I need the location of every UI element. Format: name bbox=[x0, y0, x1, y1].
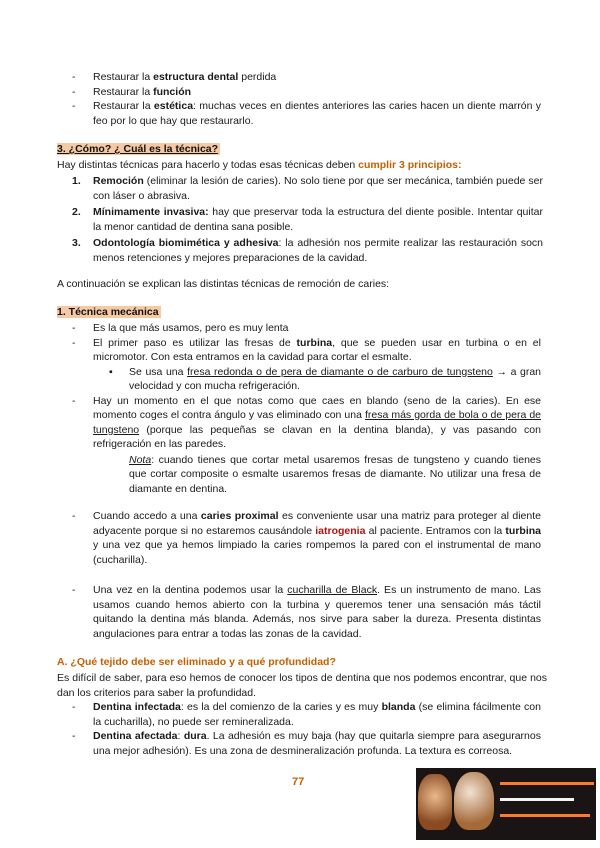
list-item: 1. Remoción (eliminar la lesión de caries). No solo tiene por que ser mecánica, también puede ser con láser o abrasiva. bbox=[72, 175, 543, 202]
nota-block: Nota: cuando tienes que cortar metal usaremos fresas de tungsteno y cuando tienes que cortar composite o esmalte usaremos fresas de diamante. No utilizar una fresa de diamante en dentina. bbox=[129, 453, 541, 495]
list-item: - Restaurar la estructura dental perdida bbox=[72, 71, 277, 83]
transition-text: A continuación se explican las distintas técnicas de remoción de caries: bbox=[57, 278, 390, 290]
tecnica-heading: 1. Técnica mecánica bbox=[57, 306, 159, 318]
tecnica-list bbox=[72, 321, 542, 496]
list-item: - Hay un momento en el que notas como que caes en blando (seno de la caries). En ese momento coges el contra ángulo y vas eliminado con una fresa más gorda de bola o de pera de tungsteno (porque las pequeñas se clavan en la dentina blanda), y vas pasando con refrigeración en las paredes. bbox=[72, 394, 541, 450]
list-item: - Restaurar la estética: muchas veces en dientes anteriores las caries hacen un diente marrón y feo por lo que hay que restaurarlo. bbox=[72, 100, 542, 127]
caption-line bbox=[500, 814, 590, 817]
caption-line bbox=[500, 782, 594, 785]
section-3-intro: Hay distintas técnicas para hacerlo y todas esas técnicas deben cumplir 3 principios: bbox=[57, 159, 462, 171]
principles-list bbox=[72, 174, 543, 265]
list-item-cucharilla: - Una vez en la dentina podemos usar la cucharilla de Black. Es un instrumento de mano. Las usamos cuando hemos abierto con la turbina y queremos tener una sensación más táctil quitando la dentina más blanda. Además, nos sirve para saber la dureza. Presenta distintas angulaciones para entrar a todas las zonas de la cavidad. bbox=[72, 584, 541, 640]
section-3-heading: 3. ¿Cómo? ¿ Cuál es la técnica? bbox=[57, 143, 219, 155]
list-item: - Es la que más usamos, pero es muy lenta bbox=[72, 322, 289, 334]
dental-photo bbox=[416, 768, 596, 840]
section-a-heading: A. ¿Qué tejido debe ser eliminado y a qué profundidad? bbox=[57, 656, 336, 668]
sub-list-item: ▪ Se usa una fresa redonda o de pera de diamante o de carburo de tungsteno → a gran velocidad y con mucha refrigeración. bbox=[109, 365, 542, 392]
dentina-list bbox=[72, 700, 541, 758]
list-item: 2. Mínimamente invasiva: hay que preservar toda la estructura del diente posible. Intentar quitar la menor cantidad de dentina sana posible. bbox=[72, 206, 543, 233]
list-item: - El primer paso es utilizar las fresas de turbina, que se pueden usar en turbina o en el micromotor. Con esta entramos en la cavidad para cortar el esmalte. bbox=[72, 336, 541, 363]
list-item-caries-proximal: - Cuando accedo a una caries proximal es conveniente usar una matriz para proteger al diente adyacente porque si no estaremos causándole iatrogenia al paciente. Entramos con la turbina y una vez que ya hemos limpiado la caries rompemos la pared con el instrumental de mano (cucharilla). bbox=[72, 510, 541, 566]
intro-list bbox=[72, 70, 542, 128]
tooth-image-right bbox=[454, 772, 494, 830]
tooth-image-left bbox=[418, 774, 452, 830]
list-item: - Dentina afectada: dura. La adhesión es muy baja (hay que quitarla siempre para asegurarnos una mejor adhesión). Es una zona de desmineralización profunda. La textura es correosa. bbox=[72, 730, 541, 757]
list-item: - Dentina infectada: es la del comienzo de la caries y es muy blanda (se elimina fácilmente con la cucharilla), no puede ser remineralizada. bbox=[72, 701, 541, 728]
section-a-intro: Es difícil de saber, para eso hemos de conocer los tipos de dentina que nos podemos encontrar, que nos dan los criterios para saber la profundidad. bbox=[57, 672, 547, 699]
list-item: 3. Odontología biomimética y adhesiva: la adhesión nos permite realizar las restauración socn menos retenciones y mejores preparaciones de la cavidad. bbox=[72, 237, 543, 264]
list-item: - Restaurar la función bbox=[72, 85, 192, 98]
caption-line bbox=[500, 798, 574, 801]
page-number: 77 bbox=[292, 776, 305, 788]
